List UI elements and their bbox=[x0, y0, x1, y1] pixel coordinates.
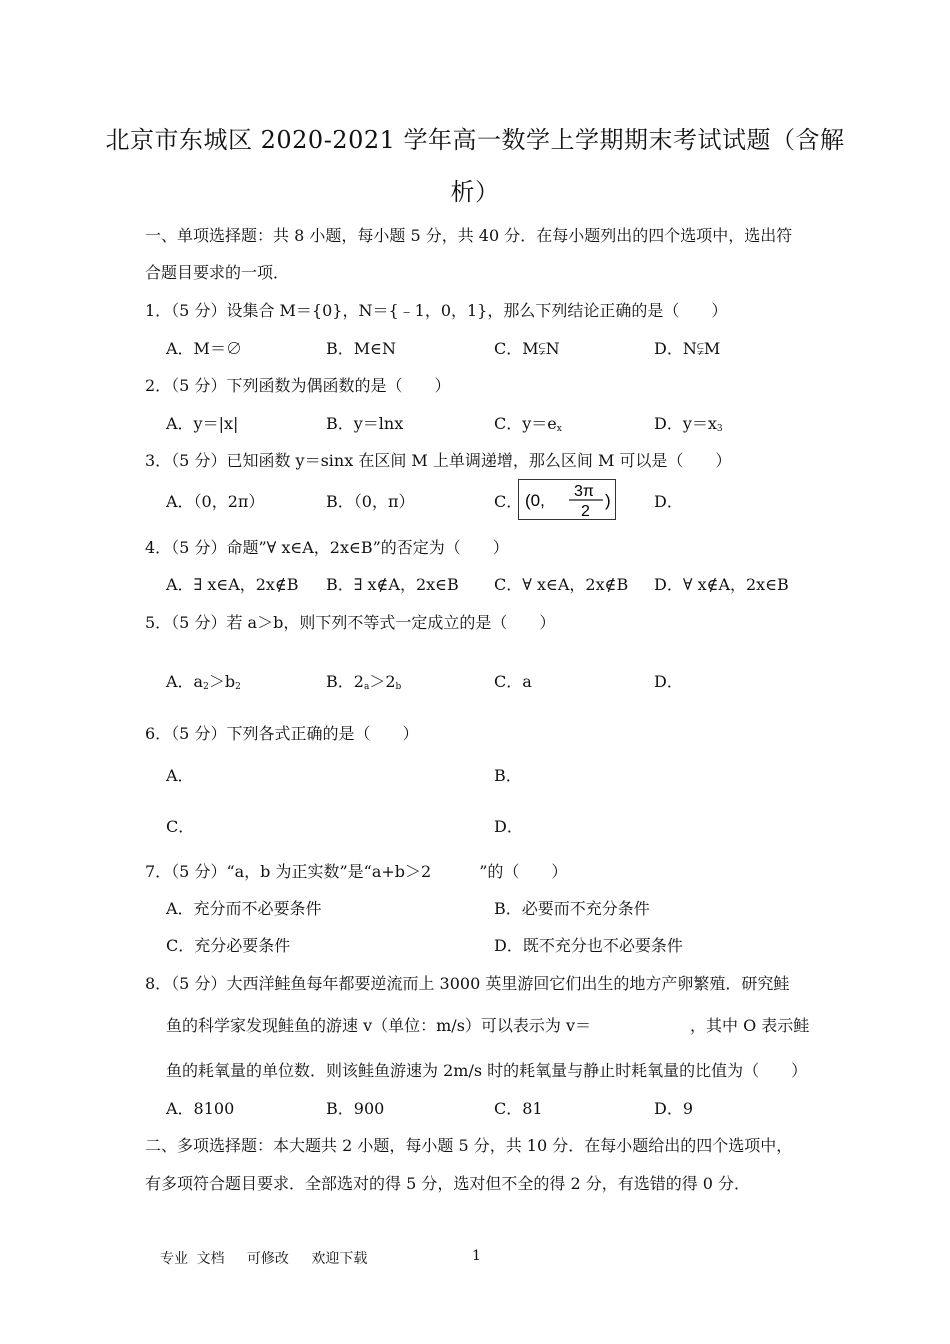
question-8-stem-line-3: 鱼的耗氧量的单位数．则该鲑鱼游速为 2m/s 时的耗氧量与静止时耗氧量的比值为（ ） bbox=[166, 1061, 808, 1080]
question-8-option-a: A．8100 bbox=[166, 1099, 235, 1118]
question-4-option-a: A．∃ x∈A，2x∉B bbox=[166, 575, 299, 594]
question-3-option-c-interval-image bbox=[518, 479, 616, 520]
option-a-exponent-1: 2 bbox=[203, 682, 209, 692]
question-7-option-d: D．既不充分也不必要条件 bbox=[494, 936, 683, 955]
question-2-option-c bbox=[494, 411, 562, 434]
question-3-option-b: B．（0，π） bbox=[326, 492, 415, 511]
question-3-option-a: A．（0，2π） bbox=[166, 492, 265, 511]
question-2-option-d bbox=[654, 411, 723, 434]
question-2-stem: 2．（5 分）下列函数为偶函数的是（ ） bbox=[145, 376, 451, 395]
option-d-exponent: 3 bbox=[716, 424, 723, 434]
question-8-option-b: B．900 bbox=[326, 1099, 385, 1118]
question-2-option-a: A．y＝|x| bbox=[166, 414, 239, 433]
option-c-exponent: x bbox=[556, 424, 562, 434]
question-5-option-b bbox=[326, 669, 401, 692]
question-3-option-d: D． bbox=[654, 492, 683, 511]
question-1-option-c: C．M⫋N bbox=[494, 339, 560, 358]
question-8-stem-line-2b: ，其中 O 表示鲑 bbox=[690, 1016, 810, 1035]
option-c-base: C．y＝e bbox=[494, 414, 557, 433]
interval-close: ) bbox=[605, 491, 611, 510]
question-6-option-c: C． bbox=[166, 817, 195, 836]
interval-open: (0, bbox=[525, 491, 545, 510]
question-6-option-d: D． bbox=[494, 817, 523, 836]
question-7-option-a: A．充分而不必要条件 bbox=[166, 899, 322, 918]
question-1-option-a: A．M＝∅ bbox=[166, 339, 242, 358]
question-5-stem: 5．（5 分）若 a＞b，则下列不等式一定成立的是（ ） bbox=[145, 613, 556, 632]
question-7-stem: 7．（5 分）“a，b 为正实数”是“a+b＞2 ”的（ ） bbox=[145, 862, 568, 881]
document-title: 北京市东城区 2020-2021 学年高一数学上学期期末考试试题（含解 bbox=[105, 126, 845, 154]
section-1-heading-continued: 合题目要求的一项． bbox=[145, 263, 290, 282]
option-b-exponent-1: a bbox=[363, 682, 370, 692]
question-4-stem: 4．（5 分）命题”∀ x∈A，2x∈B”的否定为（ ） bbox=[145, 538, 509, 557]
option-d-base: D．y＝x bbox=[654, 414, 717, 433]
question-8-option-d: D．9 bbox=[654, 1099, 694, 1118]
option-b-part-2: ＞2 bbox=[369, 672, 396, 691]
option-a-part-2: ＞b bbox=[208, 672, 236, 691]
question-5-option-a bbox=[166, 669, 241, 692]
interval-numerator: 3π bbox=[574, 483, 594, 500]
question-8-stem-line-2a: 鱼的科学家发现鲑鱼的游速 v（单位：m/s）可以表示为 v＝ bbox=[166, 1016, 592, 1035]
question-1-stem: 1．（5 分）设集合 M＝{0}，N＝{﹣1，0，1}，那么下列结论正确的是（ ） bbox=[145, 301, 728, 320]
footer-text: 专业 文档 可修改 欢迎下载 bbox=[160, 1251, 368, 1267]
question-7-option-c: C．充分必要条件 bbox=[166, 936, 291, 955]
section-1-heading: 一、单项选择题：共 8 小题，每小题 5 分，共 40 分．在每小题列出的四个选项中，选出符 bbox=[145, 226, 793, 245]
question-5-option-c: C．a bbox=[494, 672, 532, 691]
question-2-option-b: B．y＝lnx bbox=[326, 414, 404, 433]
question-4-option-d: D．∀ x∉A，2x∈B bbox=[654, 575, 789, 594]
question-7-option-b: B．必要而不充分条件 bbox=[494, 899, 650, 918]
option-b-part: B．2 bbox=[326, 672, 364, 691]
question-6-option-a: A． bbox=[166, 766, 194, 785]
option-a-exponent-2: 2 bbox=[235, 682, 241, 692]
option-a-part: A．a bbox=[166, 672, 204, 691]
document-title-continued: 析） bbox=[450, 178, 500, 206]
question-1-option-b: B．M∈N bbox=[326, 339, 396, 358]
option-b-exponent-2: b bbox=[395, 682, 402, 692]
question-4-option-b: B．∃ x∉A，2x∈B bbox=[326, 575, 459, 594]
page-number: 1 bbox=[472, 1248, 481, 1264]
question-3-stem: 3．（5 分）已知函数 y＝sinx 在区间 M 上单调递增，那么区间 M 可以是（ ） bbox=[145, 451, 732, 470]
question-1-option-d: D．N⫋M bbox=[654, 339, 721, 358]
question-6-stem: 6．（5 分）下列各式正确的是（ ） bbox=[145, 724, 419, 743]
question-6-option-b: B． bbox=[494, 766, 522, 785]
interval-denominator: 2 bbox=[581, 503, 590, 519]
question-8-option-c: C．81 bbox=[494, 1099, 543, 1118]
question-8-stem-line-1: 8．（5 分）大西洋鲑鱼每年都要逆流而上 3000 英里游回它们出生的地方产卵繁殖．研究鲑 bbox=[145, 974, 790, 993]
question-3-option-c-label: C． bbox=[494, 492, 523, 511]
section-2-heading-continued: 有多项符合题目要求．全部选对的得 5 分，选对但不全的得 2 分，有选错的得 0 分． bbox=[145, 1174, 751, 1193]
question-5-option-d: D． bbox=[654, 672, 683, 691]
section-2-heading: 二、多项选择题：本大题共 2 小题，每小题 5 分，共 10 分．在每小题给出的四个选项中， bbox=[145, 1136, 793, 1155]
question-4-option-c: C．∀ x∈A，2x∉B bbox=[494, 575, 629, 594]
